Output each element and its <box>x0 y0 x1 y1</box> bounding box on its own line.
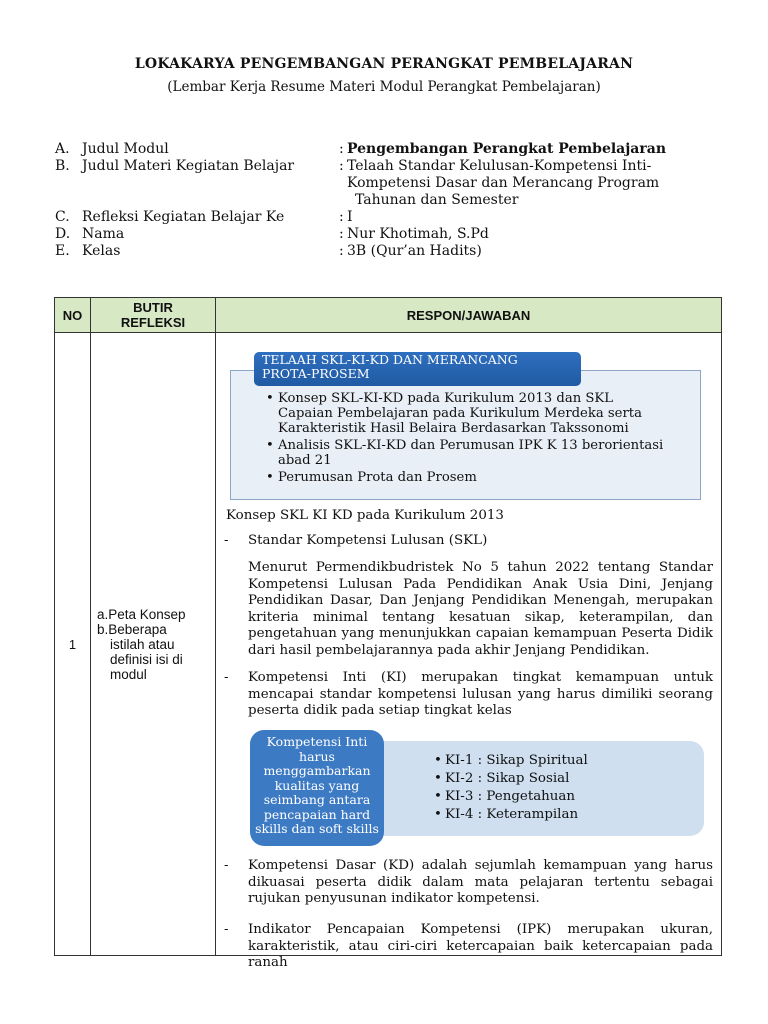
list-item: • KI-1 : Sikap Spiritual <box>434 752 588 770</box>
header-butir-line: REFLEKSI <box>120 315 186 330</box>
header-respon: RESPON/JAWABAN <box>216 298 722 333</box>
list-item-line: abad 21 <box>278 453 332 468</box>
info-colon: : <box>339 226 344 242</box>
info-value-line: Kompetensi Dasar dan Merancang Program <box>347 175 660 191</box>
document-title: LOKAKARYA PENGEMBANGAN PERANGKAT PEMBELAJARAN <box>134 56 634 72</box>
info-row-refleksi <box>55 209 735 226</box>
info-colon: : <box>339 243 344 259</box>
butir-line: modul <box>110 666 147 682</box>
info-letter: E. <box>55 243 70 259</box>
info-value: 3B (Qur’an Hadits) <box>347 243 482 259</box>
butir-line: istilah atau <box>110 636 175 652</box>
info-row-judul-materi <box>55 158 735 209</box>
list-item <box>266 470 706 485</box>
row-response <box>216 333 722 970</box>
info-label: Nama <box>82 226 125 242</box>
ki-summary-line: kualitas yang <box>274 777 360 793</box>
table-header-row <box>55 298 722 333</box>
ki-summary-line: skills dan soft skills <box>255 821 379 836</box>
list-item: • KI-4 : Keterampilan <box>434 806 588 824</box>
ki-summary-line: pencapaian hard <box>263 806 371 822</box>
ki-summary-line: seimbang antara <box>263 792 371 807</box>
info-label: Judul Modul <box>82 141 169 157</box>
butir-line: definisi isi di <box>110 651 183 667</box>
dash-marker: - <box>224 670 229 685</box>
info-label: Judul Materi Kegiatan Belajar <box>82 158 295 174</box>
ki-list <box>434 752 588 824</box>
module-info <box>55 141 735 260</box>
list-item-line: • Analisis SKL-KI-KD dan Perumusan IPK K 13 berorientasi <box>278 438 664 453</box>
butir-line: a.Peta Konsep <box>97 606 186 622</box>
info-letter: C. <box>55 209 70 225</box>
info-label: Kelas <box>82 243 121 259</box>
info-value-line: Telaah Standar Kelulusan-Kompetensi Inti- <box>347 158 652 174</box>
reflection-table <box>54 297 722 970</box>
skl-text: Menurut Permendikbudristek No 5 tahun 2022 tentang Standar Kompetensi Lulusan Pada Pendidikan Anak Usia Dini, Jenjang Pendidikan Dasar, Dan Jenjang Pendidikan Menengah, merupakan kriteria minimal tentang kesatuan sikap, keterampilan, dan pengetahuan yang menunjukkan capaian kemampuan Peserta Didik dari hasil pembelajarannya pada akhir Jenjang Pendidikan. <box>248 560 713 658</box>
document-subtitle: (Lembar Kerja Resume Materi Modul Perangkat Pembelajaran) <box>167 79 601 95</box>
list-item-line: • Perumusan Prota dan Prosem <box>278 470 477 485</box>
list-item-line: • Konsep SKL-KI-KD pada Kurikulum 2013 dan SKL <box>278 391 614 406</box>
list-item <box>266 391 706 436</box>
info-row-kelas <box>55 243 735 260</box>
list-item-line: Capaian Pembelajaran pada Kurikulum Merdeka serta <box>278 406 642 421</box>
list-item <box>266 438 706 468</box>
info-value: Nur Khotimah, S.Pd <box>347 226 489 242</box>
concept-map-list <box>266 391 706 487</box>
ki-summary-line: menggambarkan <box>263 763 371 778</box>
list-item: • KI-3 : Pengetahuan <box>434 788 588 806</box>
info-row-judul-modul <box>55 141 735 158</box>
info-value: Pengembangan Perangkat Pembelajaran <box>347 141 667 157</box>
section-heading: Konsep SKL KI KD pada Kurikulum 2013 <box>226 508 504 523</box>
row-butir <box>91 333 216 956</box>
dash-marker: - <box>224 533 229 548</box>
concept-map-header <box>254 352 581 386</box>
dash-marker: - <box>224 858 229 873</box>
info-letter: B. <box>55 158 70 174</box>
info-colon: : <box>339 158 344 174</box>
list-item-line: Karakteristik Hasil Belaira Berdasarkan Takssonomi <box>278 421 629 436</box>
info-value-line: Tahunan dan Semester <box>355 192 519 208</box>
info-label: Refleksi Kegiatan Belajar Ke <box>82 209 285 225</box>
skl-title: Standar Kompetensi Lulusan (SKL) <box>248 533 488 548</box>
info-value <box>347 158 735 209</box>
dash-marker: - <box>224 922 229 937</box>
concept-map-header-line: TELAAH SKL-KI-KD DAN MERANCANG <box>262 352 518 367</box>
info-colon: : <box>339 141 344 157</box>
list-item: • KI-2 : Sikap Sosial <box>434 770 588 788</box>
header-butir <box>91 298 216 333</box>
table-row <box>55 333 722 956</box>
info-row-nama <box>55 226 735 243</box>
row-number: 1 <box>55 333 91 956</box>
info-value: I <box>347 209 353 225</box>
ipk-text: Indikator Pencapaian Kompetensi (IPK) merupakan ukuran, karakteristik, atau ciri-ciri ketercapaian baik ketercapaian pada ranah <box>248 922 713 970</box>
ki-summary-box <box>250 730 384 846</box>
header-no: NO <box>55 298 91 333</box>
butir-line: b.Beberapa <box>97 621 167 637</box>
ki-summary-line: harus <box>299 748 335 764</box>
info-letter: A. <box>55 141 70 157</box>
info-letter: D. <box>55 226 71 242</box>
ki-summary-line: Kompetensi Inti <box>266 734 368 749</box>
kd-text: Kompetensi Dasar (KD) adalah sejumlah kemampuan yang harus dikuasai peserta didik dalam mata pelajaran tertentu sebagai rujukan penyusunan indikator kompetensi. <box>248 858 713 906</box>
header-butir-line: BUTIR <box>133 300 173 315</box>
ki-text: Kompetensi Inti (KI) merupakan tingkat kemampuan untuk mencapai standar kompetensi lulusan yang harus dimiliki seorang peserta didik pada setiap tingkat kelas <box>248 670 713 718</box>
info-colon: : <box>339 209 344 225</box>
concept-map-header-line: PROTA-PROSEM <box>262 366 370 381</box>
